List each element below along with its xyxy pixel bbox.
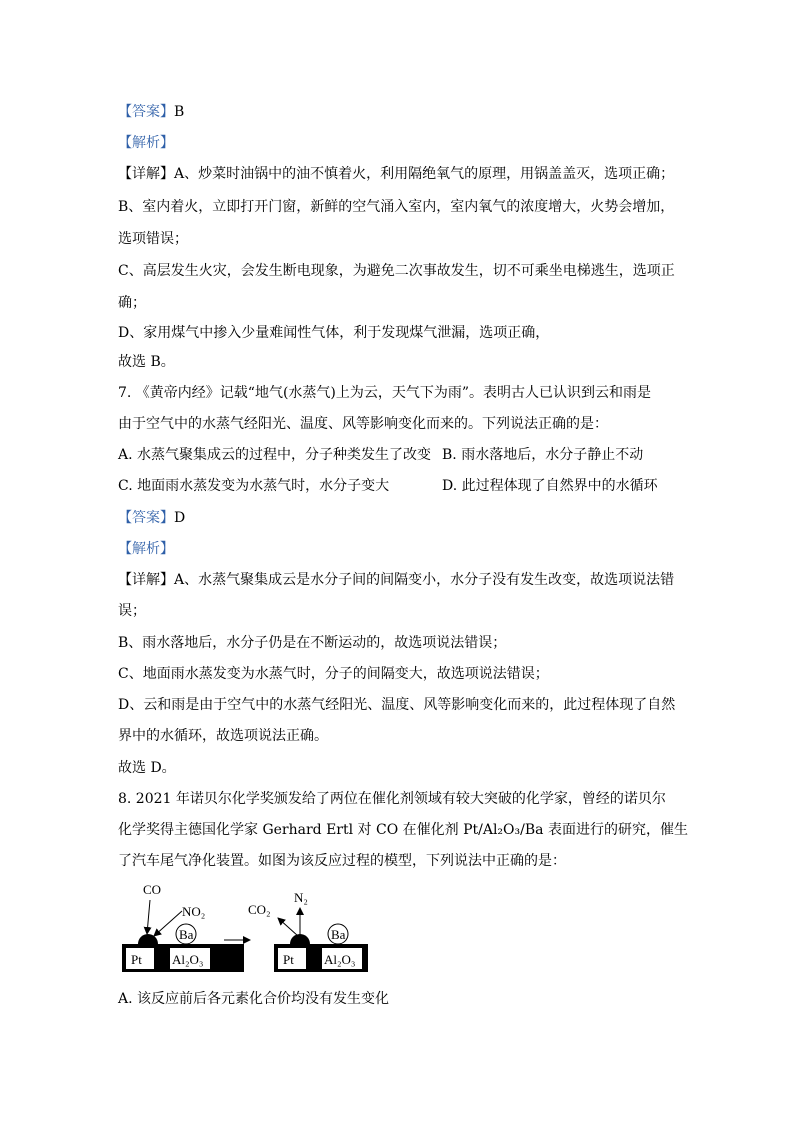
detail-tag: 【详解】 [118, 572, 174, 588]
q6-line-b: B、室内着火，立即打开门窗，新鲜的空气涌入室内，室内氧气的浓度增大，火势会增加， [118, 199, 675, 215]
q7-option-d: D. 此过程体现了自然界中的水循环 [442, 478, 658, 494]
al2o3-label-after: Al₂O₃ [324, 952, 356, 967]
q6-detail-text: A、炒菜时油锅中的油不慎着火，利用隔绝氧气的原理，用锅盖盖灭，选项正确； [174, 166, 675, 182]
q6-line-c-cont: 确； [118, 295, 146, 311]
q6-line-d: D、家用煤气中掺入少量难闻性气体，利于发现煤气泄漏，选项正确， [118, 325, 550, 341]
answer-tag: 【答案】 [118, 104, 174, 120]
catalyst-after [248, 890, 368, 972]
n2-label: N₂ [294, 890, 308, 905]
q8-stem-2: 化学奖得主德国化学家 Gerhard Ertl 对 CO 在催化剂 Pt/Al₂O₃/Ba 表面进行的研究，催生 [118, 822, 688, 838]
q7-answer-line [118, 508, 185, 528]
reaction-model-diagram [118, 878, 378, 978]
q7-detail-line [118, 570, 674, 590]
q7-line-c: C、地面雨水蒸发变为水蒸气时，分子的间隔变大，故选项说法错误； [118, 666, 549, 682]
q6-line-c: C、高层发生火灾，会发生断电现象，为避免二次事故发生，切不可乘坐电梯逃生，选项正 [118, 263, 675, 279]
q7-line-a-cont: 误； [118, 603, 146, 619]
q7-detail-text: A、水蒸气聚集成云是水分子间的间隔变小，水分子没有发生改变，故选项说法错 [174, 572, 675, 588]
q8-stem-3: 了汽车尾气净化装置。如图为该反应过程的模型，下列说法中正确的是： [118, 853, 566, 869]
answer-tag: 【答案】 [118, 510, 174, 526]
q7-option-c: C. 地面雨水蒸发变为水蒸气时，水分子变大 [118, 478, 390, 494]
pt-label-before: Pt [131, 952, 142, 967]
no2-label: NO₂ [182, 904, 206, 919]
al2o3-label-before: Al₂O₃ [172, 952, 204, 967]
answer-value: B [174, 104, 185, 120]
q6-line-b-cont: 选项错误； [118, 231, 188, 247]
q7-line-d-cont: 界中的水循环，故选项说法正确。 [118, 728, 328, 744]
detail-tag: 【详解】 [118, 166, 174, 182]
q7-option-a: A. 水蒸气聚集成云的过程中，分子种类发生了改变 [118, 447, 432, 463]
q7-option-b: B. 雨水落地后，水分子静止不动 [442, 447, 644, 463]
ba-label-before: Ba [179, 927, 194, 942]
q7-stem-2: 由于空气中的水蒸气经阳光、温度、风等影响变化而来的。下列说法正确的是： [118, 416, 608, 432]
q6-conclusion: 故选 B。 [118, 354, 175, 370]
q6-answer-line [118, 102, 184, 122]
q6-analysis-tag: 【解析】 [118, 135, 174, 151]
catalyst-before [122, 882, 244, 972]
q6-detail-line [118, 164, 674, 184]
ba-label-after: Ba [331, 927, 346, 942]
q7-stem-1: 7. 《黄帝内经》记载“地气(水蒸气)上为云，天气下为雨”。表明古人已认识到云和雨是 [118, 385, 652, 401]
co2-label: CO₂ [248, 902, 271, 917]
co-label: CO [143, 882, 162, 897]
pt-label-after: Pt [283, 952, 294, 967]
q7-conclusion: 故选 D。 [118, 760, 176, 776]
q8-option-a: A. 该反应前后各元素化合价均没有发生变化 [118, 991, 390, 1007]
q7-line-b: B、雨水落地后，水分子仍是在不断运动的，故选项说法错误； [118, 635, 507, 651]
answer-value: D [174, 510, 186, 526]
q8-stem-1: 8. 2021 年诺贝尔化学奖颁发给了两位在催化剂领域有较大突破的化学家，曾经的诺贝尔 [118, 791, 666, 807]
q7-analysis-tag: 【解析】 [118, 541, 174, 557]
q7-line-d: D、云和雨是由于空气中的水蒸气经阳光、温度、风等影响变化而来的，此过程体现了自然 [118, 697, 676, 713]
